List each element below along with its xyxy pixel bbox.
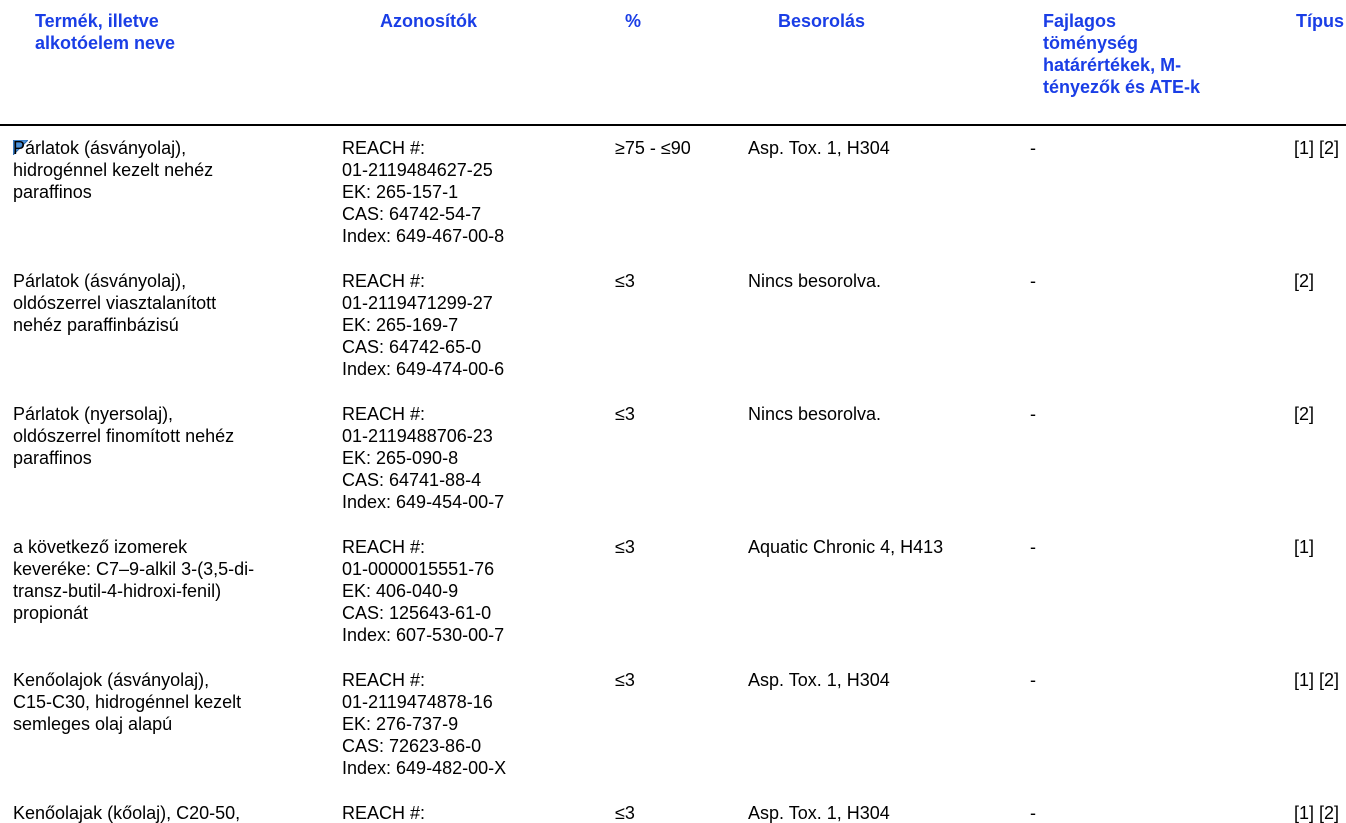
cell-type: [2] <box>1294 271 1315 291</box>
cell-classification: Aquatic Chronic 4, H413 <box>748 537 944 557</box>
cell-identifiers: REACH #: 01-0000015551-76 EK: 406-040-9 CAS: 125643-61-0 Index: 607-530-00-7 <box>342 537 505 645</box>
cell-identifiers: REACH #: 01-2119471299-27 EK: 265-169-7 CAS: 64742-65-0 Index: 649-474-00-6 <box>342 271 505 379</box>
cell-identifiers: REACH #: 01-2119484627-25 EK: 265-157-1 CAS: 64742-54-7 Index: 649-467-00-8 <box>342 138 505 246</box>
cell-percent: ≤3 <box>615 803 635 823</box>
table-row <box>0 802 1346 823</box>
cell-type: [1] [2] <box>1294 670 1340 690</box>
cell-percent: ≤3 <box>615 404 635 424</box>
cell-limits: - <box>1030 404 1036 424</box>
cell-classification: Nincs besorolva. <box>748 271 882 291</box>
cell-percent: ≤3 <box>615 537 635 557</box>
header-rule <box>0 124 1346 126</box>
cell-identifiers: REACH #: 01-2119474878-16 EK: 276-737-9 CAS: 72623-86-0 Index: 649-482-00-X <box>342 670 507 778</box>
cell-name: Párlatok (ásványolaj), hidrogénnel kezelt nehéz paraffinos <box>13 138 214 202</box>
cell-classification: Nincs besorolva. <box>748 404 882 424</box>
table-row <box>0 270 1346 403</box>
cell-name: Kenőolajok (ásványolaj), C15-C30, hidrogénnel kezelt semleges olaj alapú <box>13 670 242 734</box>
cell-identifiers: REACH #: <box>342 803 426 823</box>
cell-type: [1] [2] <box>1294 803 1340 823</box>
cell-limits: - <box>1030 271 1036 291</box>
cell-type: [1] <box>1294 537 1315 557</box>
cell-percent: ≥75 - ≤90 <box>615 138 691 158</box>
cell-type: [2] <box>1294 404 1315 424</box>
cell-type: [1] [2] <box>1294 138 1340 158</box>
cell-name: Párlatok (ásványolaj), oldószerrel viasztalanított nehéz paraffinbázisú <box>13 271 217 335</box>
cell-classification: Asp. Tox. 1, H304 <box>748 803 890 823</box>
cell-percent: ≤3 <box>615 670 635 690</box>
header-classification: Besorolás <box>778 11 866 31</box>
cell-identifiers: REACH #: 01-2119488706-23 EK: 265-090-8 CAS: 64741-88-4 Index: 649-454-00-7 <box>342 404 505 512</box>
cell-classification: Asp. Tox. 1, H304 <box>748 138 890 158</box>
table-row <box>0 669 1346 802</box>
cell-percent: ≤3 <box>615 271 635 291</box>
header-name: Termék, illetve alkotóelem neve <box>35 11 176 53</box>
header-percent: % <box>625 11 642 31</box>
table-row <box>0 137 1346 270</box>
cell-limits: - <box>1030 670 1036 690</box>
cell-limits: - <box>1030 803 1036 823</box>
table-row <box>0 403 1346 536</box>
header-limits: Fajlagos töménység határértékek, M- tényezők és ATE-k <box>1043 11 1201 97</box>
cell-limits: - <box>1030 138 1036 158</box>
cell-limits: - <box>1030 537 1036 557</box>
cell-name: a következő izomerek keveréke: C7–9-alkil 3-(3,5-di- transz-butil-4-hidroxi-fenil) propionát <box>13 537 255 623</box>
table-header <box>0 0 1346 124</box>
cell-name: Párlatok (nyersolaj), oldószerrel finomított nehéz paraffinos <box>13 404 235 468</box>
header-identifiers: Azonosítók <box>380 11 477 31</box>
cell-classification: Asp. Tox. 1, H304 <box>748 670 890 690</box>
cell-name: Kenőolajak (kőolaj), C20-50, <box>13 803 241 823</box>
table-row <box>0 536 1346 669</box>
header-type: Típus <box>1296 11 1344 31</box>
